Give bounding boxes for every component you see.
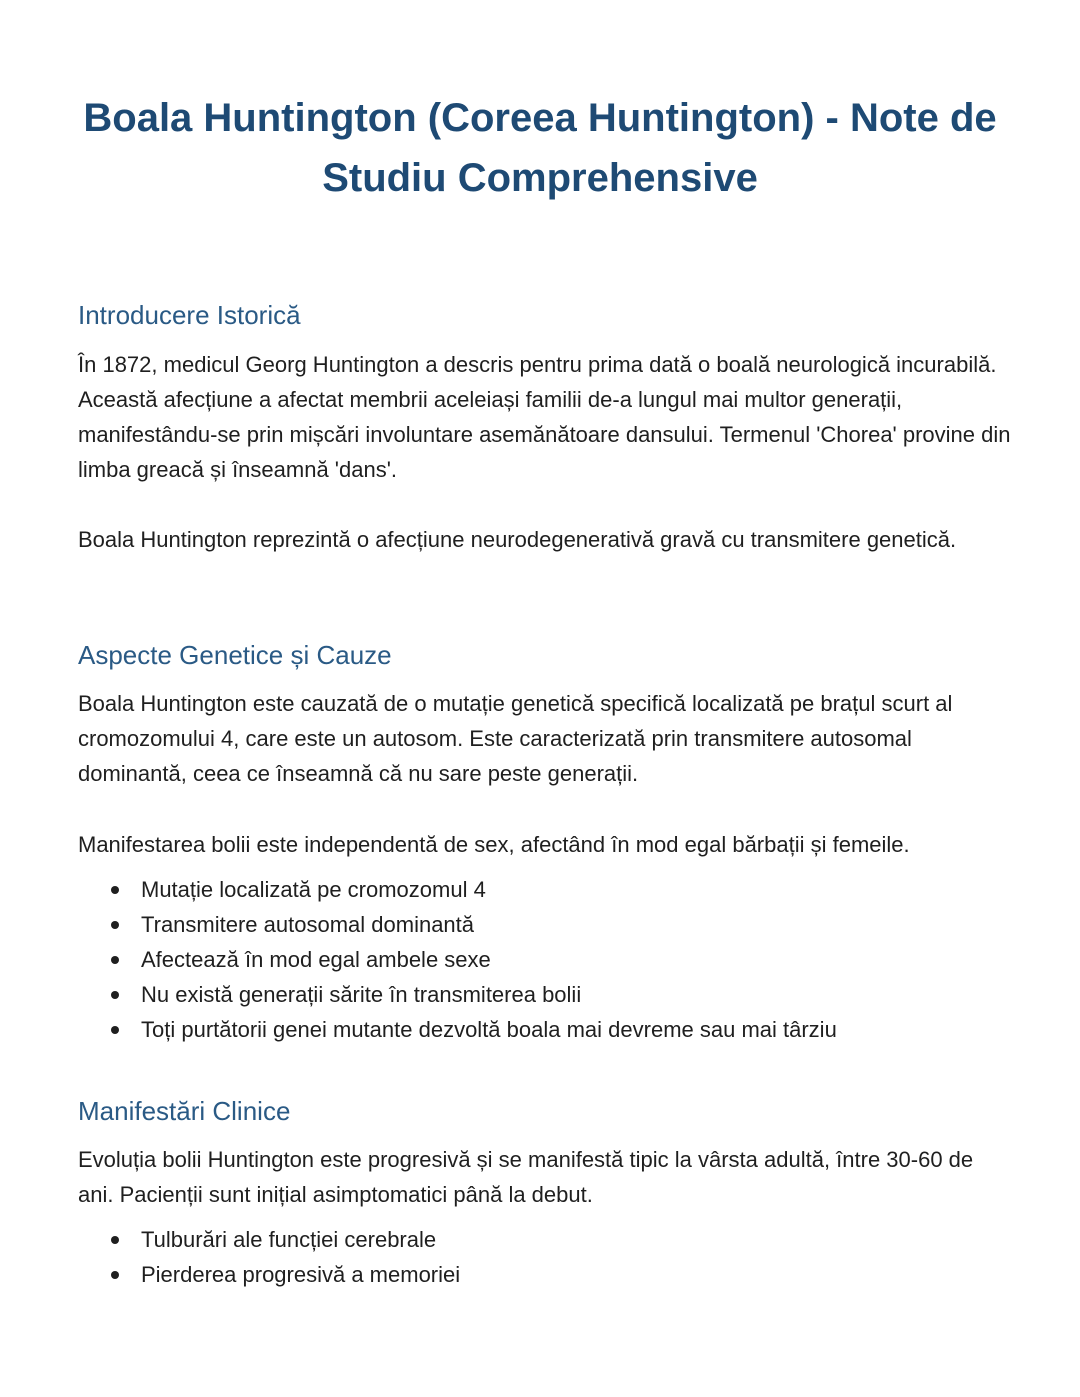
bullet-icon	[111, 1271, 119, 1279]
section-heading-manifestari-clinice: Manifestări Clinice	[78, 1096, 291, 1126]
bullet-icon	[111, 1236, 119, 1244]
paragraph: Boala Huntington reprezintă o afecțiune neurodegenerativă gravă cu transmitere genetică.	[78, 527, 957, 552]
bullet-icon	[111, 956, 119, 964]
bullet-icon	[111, 921, 119, 929]
list-item	[78, 907, 1013, 942]
list-item-text: Nu există generații sărite în transmiterea bolii	[141, 982, 582, 1007]
list-item-text: Transmitere autosomal dominantă	[141, 912, 475, 937]
paragraph: Boala Huntington este cauzată de o mutație genetică specifică localizată pe brațul scurt al cromozomului 4, care este un autosom. Este caracterizată prin transmitere autosomal dominantă, ceea ce înseamnă că nu sare peste generații.	[78, 691, 953, 786]
paragraph: În 1872, medicul Georg Huntington a descris pentru prima dată o boală neurologică incurabilă. Această afecțiune a afectat membrii aceleiași familii de-a lungul mai multor generații, manifestându-se prin mișcări involuntare asemănătoare dansului. Termenul 'Chorea' provine din limba greacă și înseamnă 'dans'.	[78, 352, 1011, 482]
list-item	[78, 1257, 1013, 1292]
list-item-text: Afectează în mod egal ambele sexe	[141, 947, 491, 972]
list-item	[78, 1222, 1013, 1257]
bullet-icon	[111, 991, 119, 999]
paragraph: Evoluția bolii Huntington este progresivă și se manifestă tipic la vârsta adultă, între 30-60 de ani. Pacienții sunt inițial asimptomatici până la debut.	[78, 1147, 974, 1207]
bullet-icon	[111, 886, 119, 894]
list-item	[78, 1012, 1013, 1047]
section-heading-introducere: Introducere Istorică	[78, 300, 301, 330]
list-item-text: Tulburări ale funcției cerebrale	[141, 1227, 437, 1252]
list-item-text: Pierderea progresivă a memoriei	[141, 1262, 461, 1287]
list-item-text: Toți purtătorii genei mutante dezvoltă boala mai devreme sau mai târziu	[141, 1017, 837, 1042]
document-title: Boala Huntington (Coreea Huntington) - Note de Studiu Comprehensive	[83, 96, 997, 200]
bullet-list-genetics	[78, 872, 1013, 1047]
list-item	[78, 977, 1013, 1012]
section-heading-aspecte-genetice: Aspecte Genetice și Cauze	[78, 640, 392, 670]
bullet-icon	[111, 1026, 119, 1034]
paragraph: Manifestarea bolii este independentă de sex, afectând în mod egal bărbații și femeile.	[78, 832, 910, 857]
list-item-text: Mutație localizată pe cromozomul 4	[141, 877, 486, 902]
list-item	[78, 872, 1013, 907]
list-item	[78, 942, 1013, 977]
bullet-list-clinical	[78, 1222, 1013, 1292]
